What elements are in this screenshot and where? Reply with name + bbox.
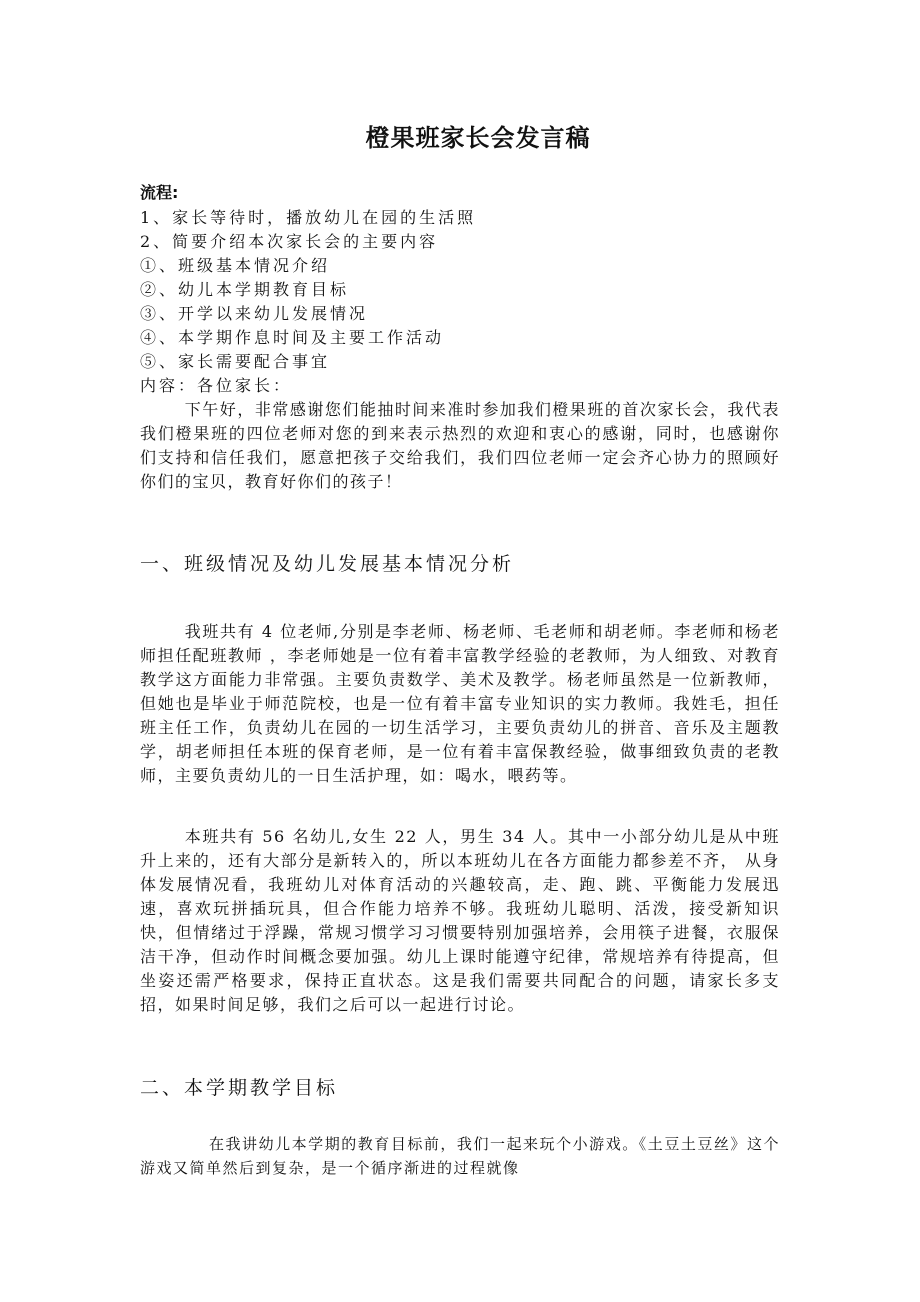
section1-paragraph-1: 我班共有 4 位老师,分别是李老师、杨老师、毛老师和胡老师。李老师和杨老师担任配班教师 ，李老师她是一位有着丰富教学经验的老教师，为人细致、对教育教学这方面能力非常强。主要负责数学、美术及教学。杨老师虽然是一位新教师，但她也是毕业于师范院校，也是一位有着丰富专业知识的实力教师。我姓毛，担任班主任工作，负责幼儿在园的一切生活学习，主要负责幼儿的拼音、音乐及主题教学，胡老师担任本班的保育老师，是一位有着丰富保教经验，做事细致负责的老教师，主要负责幼儿的一日生活护理，如：喝水，喂药等。: [140, 622, 780, 785]
section-heading-2: 二、本学期教学目标: [140, 1077, 339, 1099]
content-label: 内容：各位家长：: [140, 376, 293, 395]
flow-item: ④、本学期作息时间及主要工作活动: [140, 328, 445, 347]
section1-paragraph-2: 本班共有 56 名幼儿,女生 22 人，男生 34 人。其中一小部分幼儿是从中班升上来的，还有大部分是新转入的，所以本班幼儿在各方面能力都参差不齐， 从身体发展情况看，我班幼儿对体育活动的兴趣较高，走、跑、跳、平衡能力发展迅速，喜欢玩拼插玩具，但合作能力培养不够。我班幼儿聪明、活泼，接受新知识快，但情绪过于浮躁，常规习惯学习习惯要特别加强培养，会用筷子进餐，衣服保洁干净，但动作时间概念要加强。幼儿上课时能遵守纪律，常规培养有待提高，但坐姿还需严格要求，保持正直状态。这是我们需要共同配合的问题，请家长多支招，如果时间足够，我们之后可以一起进行讨论。: [140, 827, 780, 1014]
flow-item: ②、幼儿本学期教育目标: [140, 280, 350, 299]
flow-item: ⑤、家长需要配合事宜: [140, 352, 331, 371]
flow-item: ③、开学以来幼儿发展情况: [140, 304, 369, 323]
flow-label: 流程:: [140, 183, 179, 202]
intro-paragraph: 下午好，非常感谢您们能抽时间来准时参加我们橙果班的首次家长会，我代表我们橙果班的四位老师对您的到来表示热烈的欢迎和衷心的感谢，同时，也感谢你们支持和信任我们，愿意把孩子交给我们，我们四位老师一定会齐心协力的照顾好你们的宝贝，教育好你们的孩子！: [140, 400, 780, 491]
flow-item: 2、简要介绍本次家长会的主要内容: [140, 232, 439, 251]
flow-item: ①、班级基本情况介绍: [140, 256, 331, 275]
document-title: 橙果班家长会发言稿: [365, 124, 591, 152]
section-heading-1: 一、班级情况及幼儿发展基本情况分析: [140, 553, 515, 575]
flow-item: 1、家长等待时，播放幼儿在园的生活照: [140, 208, 477, 227]
section2-paragraph-1: 在我讲幼儿本学期的教育目标前，我们一起来玩个小游戏。《土豆土豆丝》这个游戏又简单然后到复杂，是一个循序渐进的过程就像: [140, 1135, 780, 1177]
